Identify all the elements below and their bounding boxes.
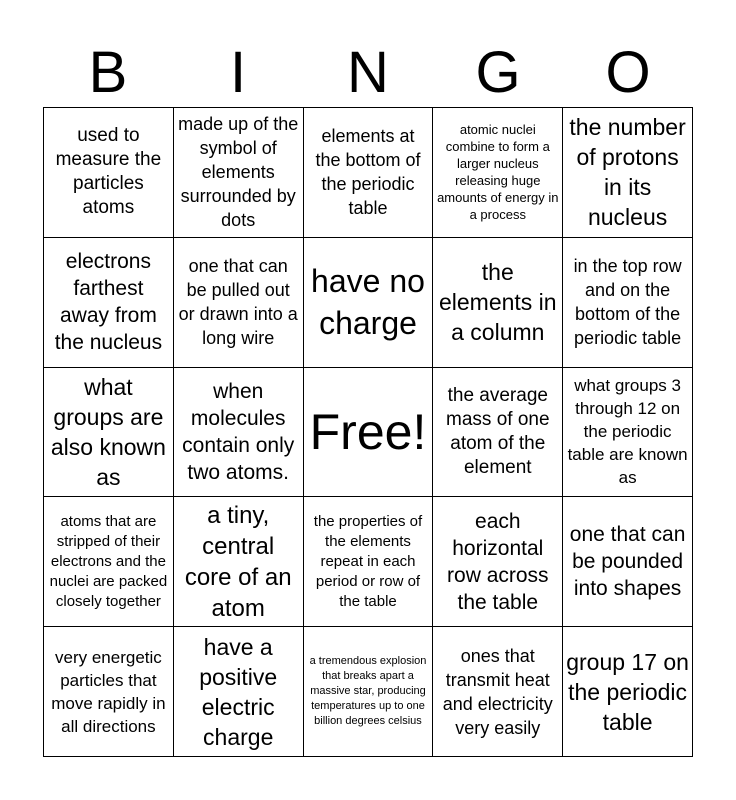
bingo-cell[interactable] — [304, 627, 434, 757]
header-letter-b: B — [88, 40, 128, 105]
header-letter-i: I — [229, 40, 247, 105]
cell-text: the properties of the elements repeat in each period or row of the table — [313, 512, 423, 610]
free-space-label: Free! — [309, 403, 427, 460]
cell-text: a tremendous explosion that breaks apart a massive star, producing temperatures up to one billion degrees celsius — [309, 655, 427, 728]
cell-text: atomic nuclei combine to form a larger nucleus releasing huge amounts of energy in a process — [437, 122, 559, 223]
bingo-cell[interactable] — [174, 238, 304, 368]
cell-text: one that can be pounded into shapes — [569, 523, 686, 601]
bingo-cell[interactable] — [563, 497, 693, 627]
header-letter-n: N — [347, 40, 389, 105]
cell-text: what groups 3 through 12 on the periodic table are known as — [567, 376, 688, 488]
bingo-cell[interactable] — [433, 238, 563, 368]
bingo-cell[interactable] — [563, 627, 693, 757]
cell-text: what groups are also known as — [50, 373, 166, 490]
cell-text: ones that transmit heat and electricity very easily — [442, 645, 553, 738]
bingo-cell[interactable] — [304, 238, 434, 368]
cell-text: have no charge — [311, 263, 425, 342]
bingo-cell[interactable] — [44, 238, 174, 368]
bingo-cell[interactable] — [174, 368, 304, 498]
cell-text: group 17 on the periodic table — [566, 648, 689, 735]
cell-text: one that can be pulled out or drawn into a long wire — [178, 256, 298, 349]
bingo-cell[interactable] — [44, 627, 174, 757]
bingo-cell[interactable] — [563, 108, 693, 238]
cell-text: the number of protons in its nucleus — [569, 114, 686, 231]
bingo-cell[interactable] — [433, 108, 563, 238]
cell-text: made up of the symbol of elements surrounded by dots — [178, 114, 299, 231]
cell-text: the average mass of one atom of the element — [446, 384, 550, 478]
cell-text: each horizontal row across the table — [447, 509, 549, 614]
bingo-cell[interactable] — [44, 108, 174, 238]
free-space[interactable] — [304, 368, 434, 498]
cell-text: in the top row and on the bottom of the periodic table — [573, 256, 682, 349]
cell-text: used to measure the particles atoms — [55, 125, 162, 219]
bingo-cell[interactable] — [563, 238, 693, 368]
cell-text: when molecules contain only two atoms. — [182, 379, 295, 484]
bingo-cell[interactable] — [433, 497, 563, 627]
bingo-cell[interactable] — [563, 368, 693, 498]
cell-text: atoms that are stripped of their electrons and the nuclei are packed closely together — [49, 512, 168, 610]
bingo-grid — [43, 107, 693, 757]
header-letter-o: O — [605, 40, 651, 105]
header-letter-g: G — [475, 40, 521, 105]
cell-text: the elements in a column — [438, 259, 557, 346]
cell-text: elements at the bottom of the periodic table — [315, 126, 421, 219]
bingo-cell[interactable] — [174, 497, 304, 627]
bingo-cell[interactable] — [304, 108, 434, 238]
cell-text: have a positive electric charge — [199, 633, 278, 750]
bingo-cell[interactable] — [304, 497, 434, 627]
cell-text: a tiny, central core of an atom — [184, 501, 292, 622]
bingo-header — [43, 40, 693, 106]
cell-text: very energetic particles that move rapidly in all directions — [51, 647, 166, 736]
cell-text: electrons farthest away from the nucleus — [54, 250, 163, 355]
bingo-cell[interactable] — [433, 627, 563, 757]
bingo-cell[interactable] — [44, 497, 174, 627]
bingo-cell[interactable] — [174, 108, 304, 238]
bingo-cell[interactable] — [44, 368, 174, 498]
bingo-cell[interactable] — [433, 368, 563, 498]
bingo-cell[interactable] — [174, 627, 304, 757]
